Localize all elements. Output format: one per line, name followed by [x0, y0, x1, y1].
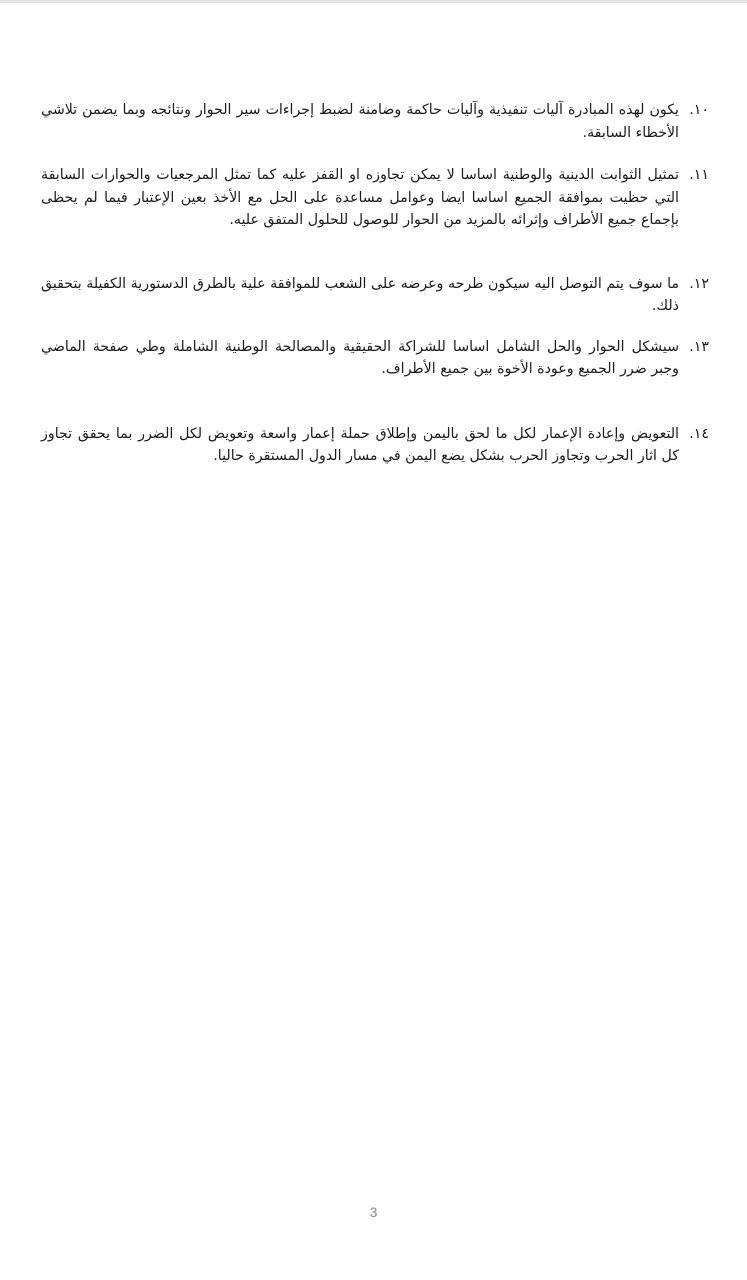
- list-item-text: ما سوف يتم التوصل اليه سيكون طرحه وعرضه على الشعب للموافقة علية بالطرق الدستورية الكفيلة بتحقيق ذلك.: [41, 275, 679, 314]
- list-item-text: يكون لهذه المبادرة آليات تنفيذية وآليات حاكمة وضامنة لضبط إجراءات سير الحوار ونتائجه وبما يضمن تلاشي الأخطاء السابقة.: [41, 102, 679, 141]
- list-item-number: ١٤.: [689, 425, 709, 442]
- list-item-13: [41, 336, 709, 381]
- numbered-list: [41, 99, 709, 468]
- list-item-text: سيشكل الحوار والحل الشامل اساسا للشراكة الحقيقية والمصالحة الوطنية الشاملة وطي صفحة الماضي وجبر ضرر الجميع وعودة الأخوة بين جميع الأطراف.: [41, 338, 679, 377]
- list-item-number: ١٣.: [689, 338, 709, 355]
- list-item-text: التعويض وإعادة الإعمار لكل ما لحق باليمن وإطلاق حملة إعمار واسعة وتعويض لكل الضرر بما يحقق تجاوز كل اثار الحرب وتجاوز الحرب بشكل يضع اليمن في مسار الدول المستقرة حاليا.: [41, 425, 679, 464]
- list-item-10: [41, 99, 709, 144]
- list-item-number: ١٢.: [689, 275, 709, 292]
- list-item-text: تمثيل الثوابت الدينية والوطنية اساسا لا يمكن تجاوزه او القفز عليه كما تمثل المرجعيات والحوارات السابقة التي حظيت بموافقة الجميع اساسا ايضا وعوامل مساعدة على الحل مع الأخذ بعين الإعتبار فيما لم يحظى بإجماع جميع الأطراف وإثرائه بالمزيد من الحوار للوصول للحلول المتفق عليه.: [41, 167, 679, 228]
- page-number: 3: [369, 1204, 378, 1220]
- list-item-number: ١٠.: [689, 102, 709, 118]
- list-item-number: ١١.: [689, 167, 709, 183]
- list-item-14: [41, 423, 709, 468]
- list-item-12: [41, 273, 709, 318]
- list-item-11: [41, 164, 709, 232]
